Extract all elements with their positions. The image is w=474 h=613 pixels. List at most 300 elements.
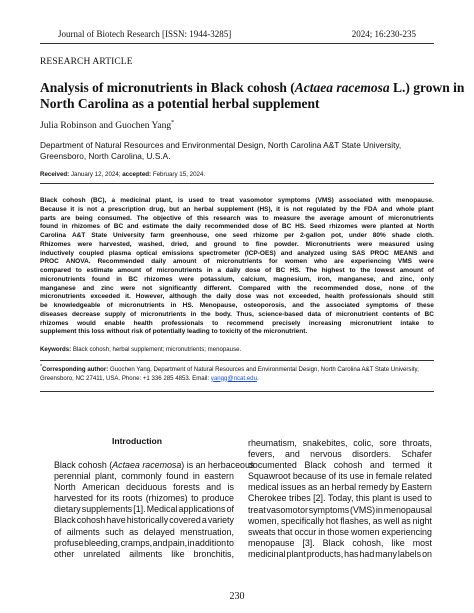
word: many [375, 548, 397, 559]
word: and [206, 482, 222, 493]
word: hot [325, 515, 339, 526]
word: found [40, 223, 59, 231]
word: Seed [309, 223, 326, 231]
text-line [248, 549, 432, 560]
word: in [192, 471, 200, 482]
text-line [248, 493, 432, 504]
word: professionals [161, 319, 204, 327]
word: menopausal [383, 504, 432, 515]
article-type: RESEARCH ARTICLE [40, 57, 133, 67]
word: BC [275, 267, 286, 274]
word: by [339, 205, 347, 213]
word: is [177, 197, 184, 204]
word: PROC [40, 258, 59, 266]
text-line [40, 223, 434, 232]
word: to [424, 493, 432, 504]
word: plant [286, 548, 306, 559]
text-line [40, 293, 434, 302]
word: daily [186, 223, 201, 231]
word: (HS), [257, 205, 273, 213]
word: to [349, 267, 356, 274]
text-line [40, 206, 434, 215]
word: of [186, 214, 193, 222]
word: still [422, 293, 434, 301]
word: were [361, 223, 377, 231]
word: (VMS) [349, 504, 376, 515]
text-line [248, 460, 432, 471]
word: not [292, 205, 303, 213]
word: produce [201, 493, 234, 504]
word: is [227, 482, 234, 493]
word: is [283, 205, 290, 213]
word: drug, [149, 205, 166, 213]
word: manganese [40, 284, 76, 292]
word: medicinal [120, 197, 151, 204]
word: to [212, 319, 219, 327]
word: of [325, 310, 332, 318]
word: in [190, 310, 197, 318]
word: Schafer [401, 449, 432, 460]
text-line [248, 471, 432, 482]
word: as [401, 515, 411, 526]
word: Cherokee [248, 493, 287, 504]
species-name: Actaea racemosa [112, 460, 182, 470]
word: daily [225, 267, 241, 274]
word: amount [117, 267, 142, 274]
word: amount [399, 267, 424, 274]
text-line [248, 449, 432, 460]
word: occur [294, 526, 317, 537]
word: remedy [358, 482, 388, 493]
word: planted [380, 223, 404, 231]
word: were [357, 240, 373, 248]
word: these [416, 302, 434, 309]
word: a [100, 205, 105, 213]
word: powder. [274, 240, 299, 248]
text-line [40, 285, 434, 294]
word: knowledgeable [53, 302, 101, 309]
text-line [40, 302, 434, 311]
word: Because [40, 205, 67, 213]
word: women [284, 258, 308, 266]
word: it [427, 460, 432, 471]
word: the [297, 284, 307, 292]
word: Recommended [97, 258, 145, 266]
word: throats, [402, 438, 432, 448]
word: products, [306, 548, 344, 559]
word: like [171, 548, 185, 559]
text-line [40, 311, 434, 320]
keywords-rule [40, 360, 434, 361]
word: per [284, 232, 295, 239]
journal-name: Journal of Biotech Research [ISSN: 1944-3285] [58, 29, 232, 39]
word: dose [236, 293, 252, 301]
word: fevers, [248, 449, 275, 460]
word: American [82, 482, 120, 493]
word: in [375, 504, 383, 515]
word: osteoporosis, [243, 302, 287, 309]
word: it. [125, 293, 131, 301]
word: analyzed [297, 249, 325, 257]
word: at [407, 223, 413, 231]
word: colic, [353, 438, 374, 448]
text-line [40, 215, 434, 224]
word: cohosh [62, 197, 86, 204]
word: amount [349, 214, 373, 222]
word: none [388, 284, 405, 292]
word: the [310, 302, 320, 309]
word: eastern [204, 471, 234, 482]
word: micronutrients [140, 310, 187, 318]
word: applications [178, 504, 226, 515]
word: rhizome [253, 232, 279, 239]
word: medicinal [248, 548, 286, 559]
word: of [377, 214, 384, 222]
word: labels [397, 548, 422, 559]
word: daily [151, 258, 166, 266]
word: and [422, 249, 434, 257]
word: to [242, 240, 249, 248]
word: vasomotor [266, 504, 308, 515]
word: SAS [351, 249, 366, 257]
word: different. [203, 284, 232, 292]
word: and [82, 284, 95, 292]
word: to [427, 319, 434, 327]
text-line [248, 438, 432, 449]
word: and [369, 460, 385, 471]
word: (VMS) [315, 197, 334, 204]
word: A&T [71, 232, 86, 239]
word: flashes, [340, 515, 371, 526]
word: an [319, 482, 330, 493]
word: dose, [364, 284, 382, 292]
word: the [360, 267, 371, 274]
word: of [427, 267, 434, 274]
word: rhizomes [40, 319, 69, 327]
word: to [262, 214, 269, 222]
word: as [129, 526, 139, 537]
word: compared [40, 267, 72, 274]
word: magnesium, [273, 275, 312, 283]
word: and [284, 449, 300, 460]
word: although [169, 293, 197, 301]
word: Micronutrients [305, 240, 351, 248]
word: is [77, 205, 84, 213]
word: sweats [248, 526, 276, 537]
word: However, [135, 293, 165, 301]
word: bronchitis, [193, 548, 234, 559]
word: plant, [155, 197, 173, 204]
word: addition [195, 537, 227, 548]
word: MEANS [393, 249, 418, 257]
word: of [411, 284, 418, 292]
text-line [40, 250, 434, 259]
word: micronutrients [40, 275, 86, 283]
introduction-heading: Introduction [111, 436, 163, 446]
word: intake [400, 319, 420, 327]
word: shade [391, 232, 411, 239]
word: micronutrients [388, 214, 434, 222]
word: of [203, 258, 210, 266]
word: cramps, [120, 537, 153, 548]
text-line [248, 538, 432, 549]
word: exceeded, [288, 293, 321, 301]
word: to [191, 493, 199, 504]
text-line [248, 482, 432, 493]
word: optical [136, 249, 158, 257]
word: experiencing [381, 526, 432, 537]
article-dates: Received: January 12, 2024; accepted: February 15, 2024. [40, 171, 206, 178]
word: it [70, 205, 75, 213]
word: has [344, 548, 359, 559]
word: historically [126, 515, 169, 526]
word: by [389, 482, 400, 493]
word: night [412, 515, 432, 526]
left-column [54, 460, 255, 560]
word: recommended [313, 284, 359, 292]
word: emissions [161, 249, 194, 257]
word: micronutrients [118, 302, 165, 309]
word: VMS [397, 258, 413, 266]
word: ground [213, 240, 237, 248]
word: [1]. [133, 504, 146, 515]
word: harvested [54, 493, 93, 504]
page-number: 230 [229, 591, 245, 602]
word: of [226, 504, 234, 515]
word: significantly [159, 284, 197, 292]
word: unrelated [83, 548, 121, 559]
word: medical [248, 482, 279, 493]
word: of [413, 310, 421, 318]
word: professionals [349, 293, 392, 301]
dates-rule [40, 183, 434, 184]
journal-issue: 2024; 16:230-235 [351, 29, 416, 39]
word: such [105, 526, 124, 537]
word: covered [169, 515, 201, 526]
word: termed [392, 460, 420, 471]
word: and [380, 205, 393, 213]
word: diseases [40, 310, 68, 318]
word: roots [122, 493, 143, 504]
word: cohosh [333, 460, 363, 471]
word: Menopause, [199, 302, 238, 309]
text-line [54, 515, 234, 526]
word: other [54, 548, 75, 559]
word: cohosh [76, 515, 106, 526]
word: experiencing [350, 258, 391, 266]
word: supplement [217, 205, 254, 213]
word: micronutrients [216, 258, 263, 266]
text-line [54, 538, 234, 549]
word: being [75, 214, 93, 222]
word: daily [216, 293, 232, 301]
corresponding-author: *Corresponding author: Guochen Yang, Department of Natural Resources and Environmental Design, North Carolina A&T State University, Greensboro, NC 27411, USA. Phone: +1 336 285 4853. Email: yangg@ncat.edu. [40, 364, 419, 382]
word: ANOVA. [65, 258, 91, 266]
word: health [133, 319, 153, 327]
word: estimate [142, 223, 169, 231]
word: ailments [129, 548, 163, 559]
text-line [40, 232, 434, 241]
word: dose [245, 267, 261, 274]
word: treat [248, 504, 266, 515]
word: of [404, 302, 411, 309]
word: rhizomes [144, 275, 173, 283]
word: issues [280, 482, 306, 493]
text-line [40, 197, 434, 206]
word: North [54, 482, 76, 493]
text-line [40, 258, 434, 267]
word: associated [326, 302, 360, 309]
word: commonly [121, 471, 162, 482]
word: Thus, [236, 310, 254, 318]
word: lowest [374, 267, 395, 274]
word: HS. [289, 267, 301, 274]
word: one [215, 232, 227, 239]
word: (ICP-OES) [244, 249, 276, 257]
word: who [314, 258, 328, 266]
word: prescription [108, 205, 146, 213]
word: and [126, 223, 139, 231]
word: this [355, 493, 370, 504]
word: in [61, 223, 68, 231]
word: dietary [54, 504, 81, 515]
word: BC [113, 223, 124, 231]
word: herbal [194, 205, 214, 213]
word: micronutrients [156, 267, 203, 274]
word: used [402, 493, 423, 504]
word: amount [172, 258, 197, 266]
right-column [248, 438, 432, 560]
word: health [325, 293, 345, 301]
word: BC [128, 275, 138, 283]
word: Black [322, 537, 345, 548]
word: harvested, [99, 240, 132, 248]
word: decrease [71, 310, 101, 318]
word: those [327, 526, 349, 537]
word: of [106, 302, 113, 309]
text-line [40, 267, 434, 276]
word: supplements [81, 504, 133, 515]
word: and [152, 537, 168, 548]
word: dose [252, 223, 269, 231]
word: herbal [331, 482, 357, 493]
word: in [170, 302, 177, 309]
word: calcium, [240, 275, 267, 283]
word: delayed [143, 526, 175, 537]
word: body. [215, 310, 232, 318]
word: consumed. [97, 214, 132, 222]
word: should [396, 293, 418, 301]
word: measured [379, 240, 410, 248]
text-line [54, 471, 234, 482]
word: seed [232, 232, 248, 239]
word: on [422, 548, 432, 559]
word: as [372, 515, 383, 526]
word: Compared [238, 284, 271, 292]
word: as [307, 482, 318, 493]
word: estimate [86, 267, 113, 274]
word: Rhizomes [40, 240, 71, 248]
authors: Julia Robinson and Guochen Yang* [40, 120, 175, 132]
word: a [201, 515, 207, 526]
abstract [40, 197, 434, 337]
word: enable [104, 319, 126, 327]
word: were [120, 284, 136, 292]
word: the [201, 293, 212, 301]
word: and [280, 249, 293, 257]
word: pain, [167, 537, 188, 548]
word: Carolina [40, 232, 67, 239]
word: ailments [66, 526, 100, 537]
word: PROC [370, 249, 389, 257]
affiliation: Department of Natural Resources and Environmental Design, North Carolina A&T State University, Greensboro, North Carolina, U.S.A. [40, 140, 402, 161]
word: cohosh, [352, 537, 384, 548]
word: Medical [146, 504, 178, 515]
word: pot, [330, 232, 343, 239]
word: 80% [372, 232, 386, 239]
word: whole [396, 205, 415, 213]
text-line [54, 549, 234, 560]
word: plant, [95, 471, 117, 482]
word: iron, [317, 275, 332, 283]
word: contents [382, 310, 410, 318]
word: for [269, 258, 278, 266]
text-line [248, 527, 432, 538]
word: BC [424, 310, 434, 318]
word: only [420, 275, 434, 283]
word: the [424, 284, 434, 292]
text-line [248, 516, 432, 527]
word: sore [379, 438, 397, 448]
word: nervous [310, 449, 342, 460]
email-link[interactable]: yangg@ncat.edu [210, 374, 257, 382]
word: related [404, 471, 432, 482]
word: was [256, 293, 269, 301]
word: (rhizomes) [145, 493, 188, 504]
word: are [60, 214, 71, 222]
word: in [187, 537, 195, 548]
word: found [91, 275, 110, 283]
text-line: Black cohosh (Actaea racemosa) is an herbaceous [54, 460, 255, 470]
word: of [103, 223, 110, 231]
word: were [77, 240, 93, 248]
word: tribes [288, 493, 311, 504]
word: were [419, 258, 434, 266]
word: exceeded [90, 293, 121, 301]
word: zinc, [399, 275, 415, 283]
word: 2-gallon [300, 232, 326, 239]
word: HS. [295, 223, 306, 231]
word: using [416, 240, 434, 248]
word: washed, [138, 240, 165, 248]
word: spectrometer [198, 249, 240, 257]
word: not [87, 205, 98, 213]
text-line [40, 320, 434, 329]
word: Black [54, 515, 76, 526]
word: supply [104, 310, 126, 318]
word: have [106, 515, 126, 526]
word: of [54, 526, 62, 537]
word: measure [273, 214, 301, 222]
word: data [307, 310, 321, 318]
word: an [182, 205, 191, 213]
word: micronutrient [349, 319, 392, 327]
word: its [338, 471, 348, 482]
word: increasing [308, 319, 342, 327]
word: rhizomes [71, 223, 100, 231]
word: use [349, 471, 365, 482]
word: and [195, 240, 207, 248]
